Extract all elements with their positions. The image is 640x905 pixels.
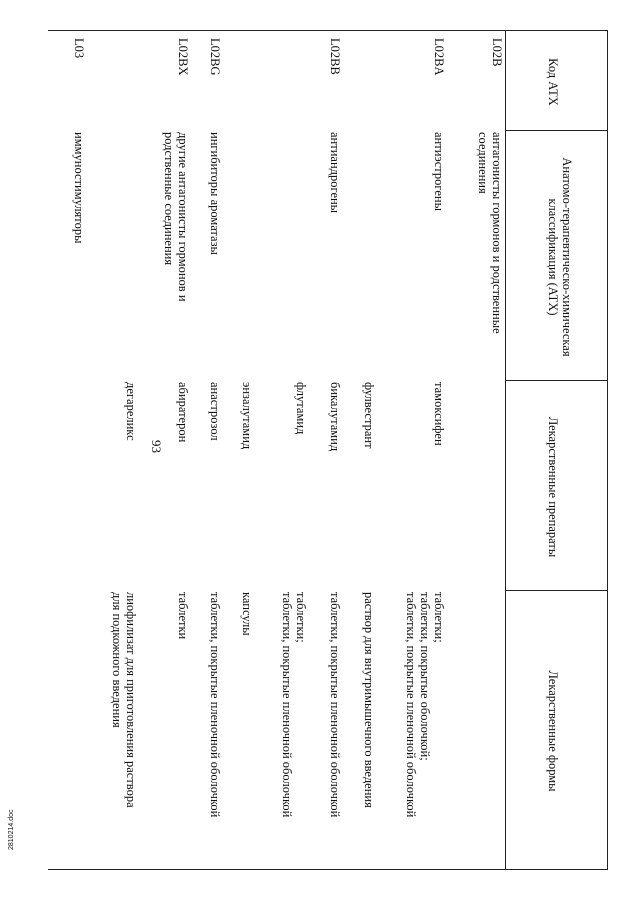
table-top-rule	[607, 30, 608, 870]
row-class: иммуностимуляторы	[72, 132, 86, 244]
header-forms: Лекарственные формы	[546, 670, 560, 792]
row-form: таблетки;	[432, 592, 446, 643]
document-file-id: 2810214.doc	[8, 809, 15, 850]
row-class: антиандрогены	[328, 132, 342, 214]
header-drugs: Лекарственные препараты	[546, 416, 560, 558]
row-code: L03	[72, 38, 86, 59]
row-form: таблетки, покрытые пленочной оболочкой	[404, 592, 418, 818]
row-form: таблетки, покрытые оболочкой;	[418, 592, 432, 761]
row-class: антагонисты гормонов и родственные соединения	[476, 132, 504, 334]
row-form: раствор для внутримышечного введения	[362, 592, 376, 808]
row-form: капсулы	[240, 592, 254, 636]
document-page	[48, 30, 608, 870]
header-divider-3	[506, 590, 608, 591]
row-drug: абиратерон	[176, 382, 190, 443]
row-drug: фулвестрант	[362, 382, 376, 449]
row-drug: тамоксифен	[432, 382, 446, 446]
row-code: L02BG	[208, 38, 222, 76]
row-code: L02B	[490, 38, 504, 67]
row-form: лиофилизат для приготовления раствора для подкожного введения	[110, 592, 138, 808]
row-code: L02BB	[328, 38, 342, 75]
header-divider-2	[506, 380, 608, 381]
row-form: таблетки	[176, 592, 190, 640]
row-form: таблетки, покрытые пленочной оболочкой	[328, 592, 342, 818]
header-code: Код АТХ	[546, 58, 560, 106]
row-form: таблетки, покрытые пленочной оболочкой	[208, 592, 222, 818]
row-drug: анастрозол	[208, 382, 222, 441]
row-drug: энзалутамид	[240, 382, 254, 450]
table-body	[48, 30, 506, 870]
header-classification: Анатомо-терапевтическо-химическая классификация (АТХ)	[546, 157, 574, 357]
row-form: таблетки, покрытые пленочной оболочкой	[280, 592, 294, 818]
row-drug: флутамид	[294, 382, 308, 435]
table-header	[506, 30, 608, 870]
row-class: ингибиторы ароматазы	[208, 132, 222, 255]
row-code: L02BX	[176, 38, 190, 76]
header-divider-1	[506, 130, 608, 131]
row-code: L02BA	[432, 38, 446, 76]
row-class: антиэстрогены	[432, 132, 446, 212]
page-number: 93	[149, 440, 164, 453]
row-drug: дегареликс	[124, 382, 138, 441]
row-class: другие антагонисты гормонов и родственные соединения	[162, 132, 190, 302]
row-drug: бикалутамид	[328, 382, 342, 452]
row-form: таблетки;	[294, 592, 308, 643]
